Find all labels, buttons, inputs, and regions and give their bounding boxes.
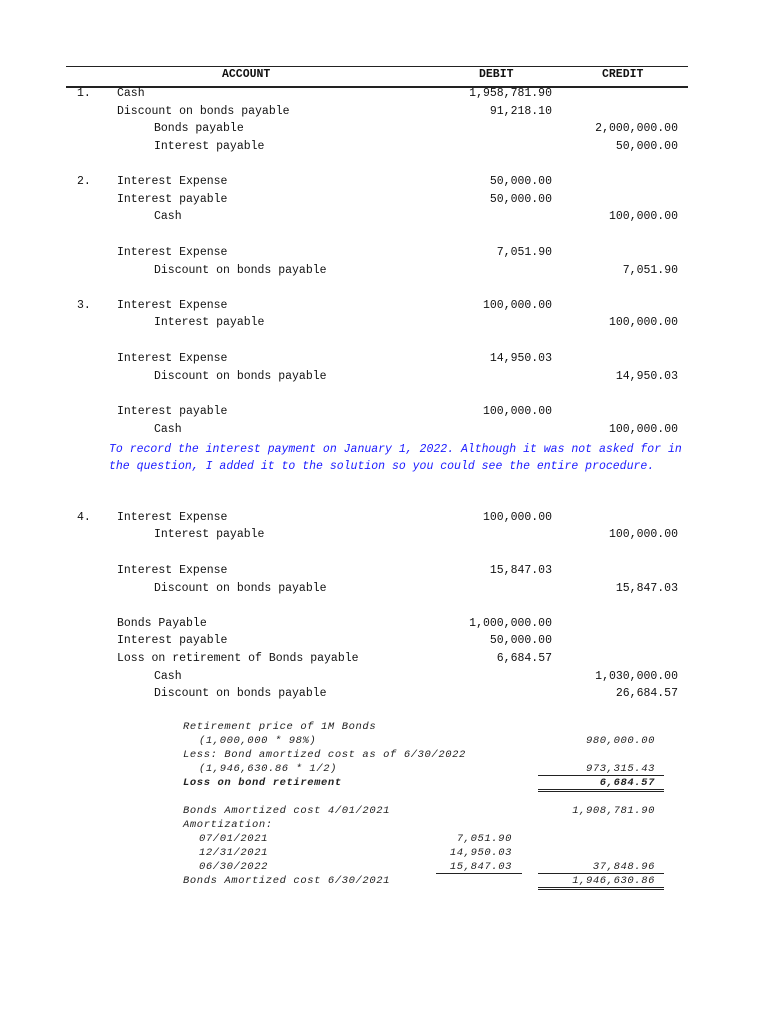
debit-amount: 50,000.00	[489, 193, 552, 206]
header-top-rule	[66, 66, 688, 67]
account-name: Interest payable	[117, 405, 228, 418]
account-name: Discount on bonds payable	[154, 687, 327, 700]
calc-line: Retirement price of 1M Bonds	[183, 721, 377, 733]
account-name: Interest Expense	[117, 299, 228, 312]
account-name: Discount on bonds payable	[117, 105, 290, 118]
debit-amount: 1,000,000.00	[469, 617, 552, 630]
account-name: Discount on bonds payable	[154, 370, 327, 383]
account-name: Cash	[154, 423, 182, 436]
calc-mid-value: 15,847.03	[449, 861, 512, 873]
credit-amount: 15,847.03	[615, 582, 678, 595]
entry-number: 4.	[77, 511, 91, 524]
header-bottom-rule	[66, 86, 688, 88]
debit-amount: 1,958,781.90	[469, 87, 552, 100]
debit-amount: 6,684.57	[496, 652, 552, 665]
calc-line: 07/01/2021	[199, 833, 269, 845]
calc-mid-value: 7,051.90	[456, 833, 512, 845]
credit-amount: 2,000,000.00	[595, 122, 678, 135]
entry-number: 2.	[77, 175, 91, 188]
double-underline	[538, 789, 664, 790]
explanatory-note: To record the interest payment on January 1, 2022. Although it was not asked for in the question, I added it to the solution so you could see the entire procedure.	[109, 443, 682, 473]
credit-amount: 100,000.00	[608, 528, 678, 541]
header-debit: DEBIT	[479, 68, 514, 81]
double-underline	[538, 889, 664, 890]
calc-line: 12/31/2021	[199, 847, 269, 859]
header-account: ACCOUNT	[222, 68, 271, 81]
credit-amount: 7,051.90	[622, 264, 678, 277]
underline	[436, 873, 522, 874]
account-name: Interest payable	[117, 634, 228, 647]
calc-line-bold: Loss on bond retirement	[183, 777, 342, 789]
debit-amount: 91,218.10	[489, 105, 552, 118]
debit-amount: 7,051.90	[496, 246, 552, 259]
account-name: Discount on bonds payable	[154, 264, 327, 277]
account-name: Interest Expense	[117, 511, 228, 524]
calc-line: Bonds Amortized cost 4/01/2021	[183, 805, 391, 817]
account-name: Cash	[154, 670, 182, 683]
account-name: Cash	[154, 210, 182, 223]
account-name: Interest Expense	[117, 246, 228, 259]
credit-amount: 50,000.00	[615, 140, 678, 153]
account-name: Bonds Payable	[117, 617, 207, 630]
calc-line: Less: Bond amortized cost as of 6/30/2022	[183, 749, 466, 761]
calc-line: Bonds Amortized cost 6/30/2021	[183, 875, 391, 887]
credit-amount: 100,000.00	[608, 210, 678, 223]
debit-amount: 100,000.00	[482, 405, 552, 418]
account-name: Interest Expense	[117, 564, 228, 577]
account-name: Interest Expense	[117, 352, 228, 365]
calc-value: 973,315.43	[585, 763, 655, 775]
calc-mid-value: 14,950.03	[449, 847, 512, 859]
debit-amount: 50,000.00	[489, 175, 552, 188]
entry-number: 3.	[77, 299, 91, 312]
credit-amount: 26,684.57	[615, 687, 678, 700]
double-underline	[538, 887, 664, 888]
calc-line: (1,946,630.86 * 1/2)	[199, 763, 338, 775]
account-name: Interest payable	[154, 140, 265, 153]
account-name: Cash	[117, 87, 145, 100]
debit-amount: 15,847.03	[489, 564, 552, 577]
calc-value-bold: 6,684.57	[599, 777, 655, 789]
account-name: Bonds payable	[154, 122, 244, 135]
calc-line: (1,000,000 * 98%)	[199, 735, 317, 747]
double-underline	[538, 791, 664, 792]
account-name: Interest payable	[154, 528, 265, 541]
calc-value: 980,000.00	[585, 735, 655, 747]
account-name: Loss on retirement of Bonds payable	[117, 652, 359, 665]
entry-number: 1.	[77, 87, 91, 100]
debit-amount: 100,000.00	[482, 299, 552, 312]
debit-amount: 50,000.00	[489, 634, 552, 647]
debit-amount: 100,000.00	[482, 511, 552, 524]
credit-amount: 100,000.00	[608, 316, 678, 329]
calc-value: 1,946,630.86	[572, 875, 655, 887]
credit-amount: 14,950.03	[615, 370, 678, 383]
header-credit: CREDIT	[602, 68, 644, 81]
calc-line: Amortization:	[183, 819, 273, 831]
calc-value: 37,848.96	[592, 861, 655, 873]
calc-line: 06/30/2022	[199, 861, 269, 873]
account-name: Interest Expense	[117, 175, 228, 188]
calc-value: 1,908,781.90	[572, 805, 655, 817]
account-name: Discount on bonds payable	[154, 582, 327, 595]
account-name: Interest payable	[154, 316, 265, 329]
credit-amount: 1,030,000.00	[595, 670, 678, 683]
credit-amount: 100,000.00	[608, 423, 678, 436]
debit-amount: 14,950.03	[489, 352, 552, 365]
account-name: Interest payable	[117, 193, 228, 206]
